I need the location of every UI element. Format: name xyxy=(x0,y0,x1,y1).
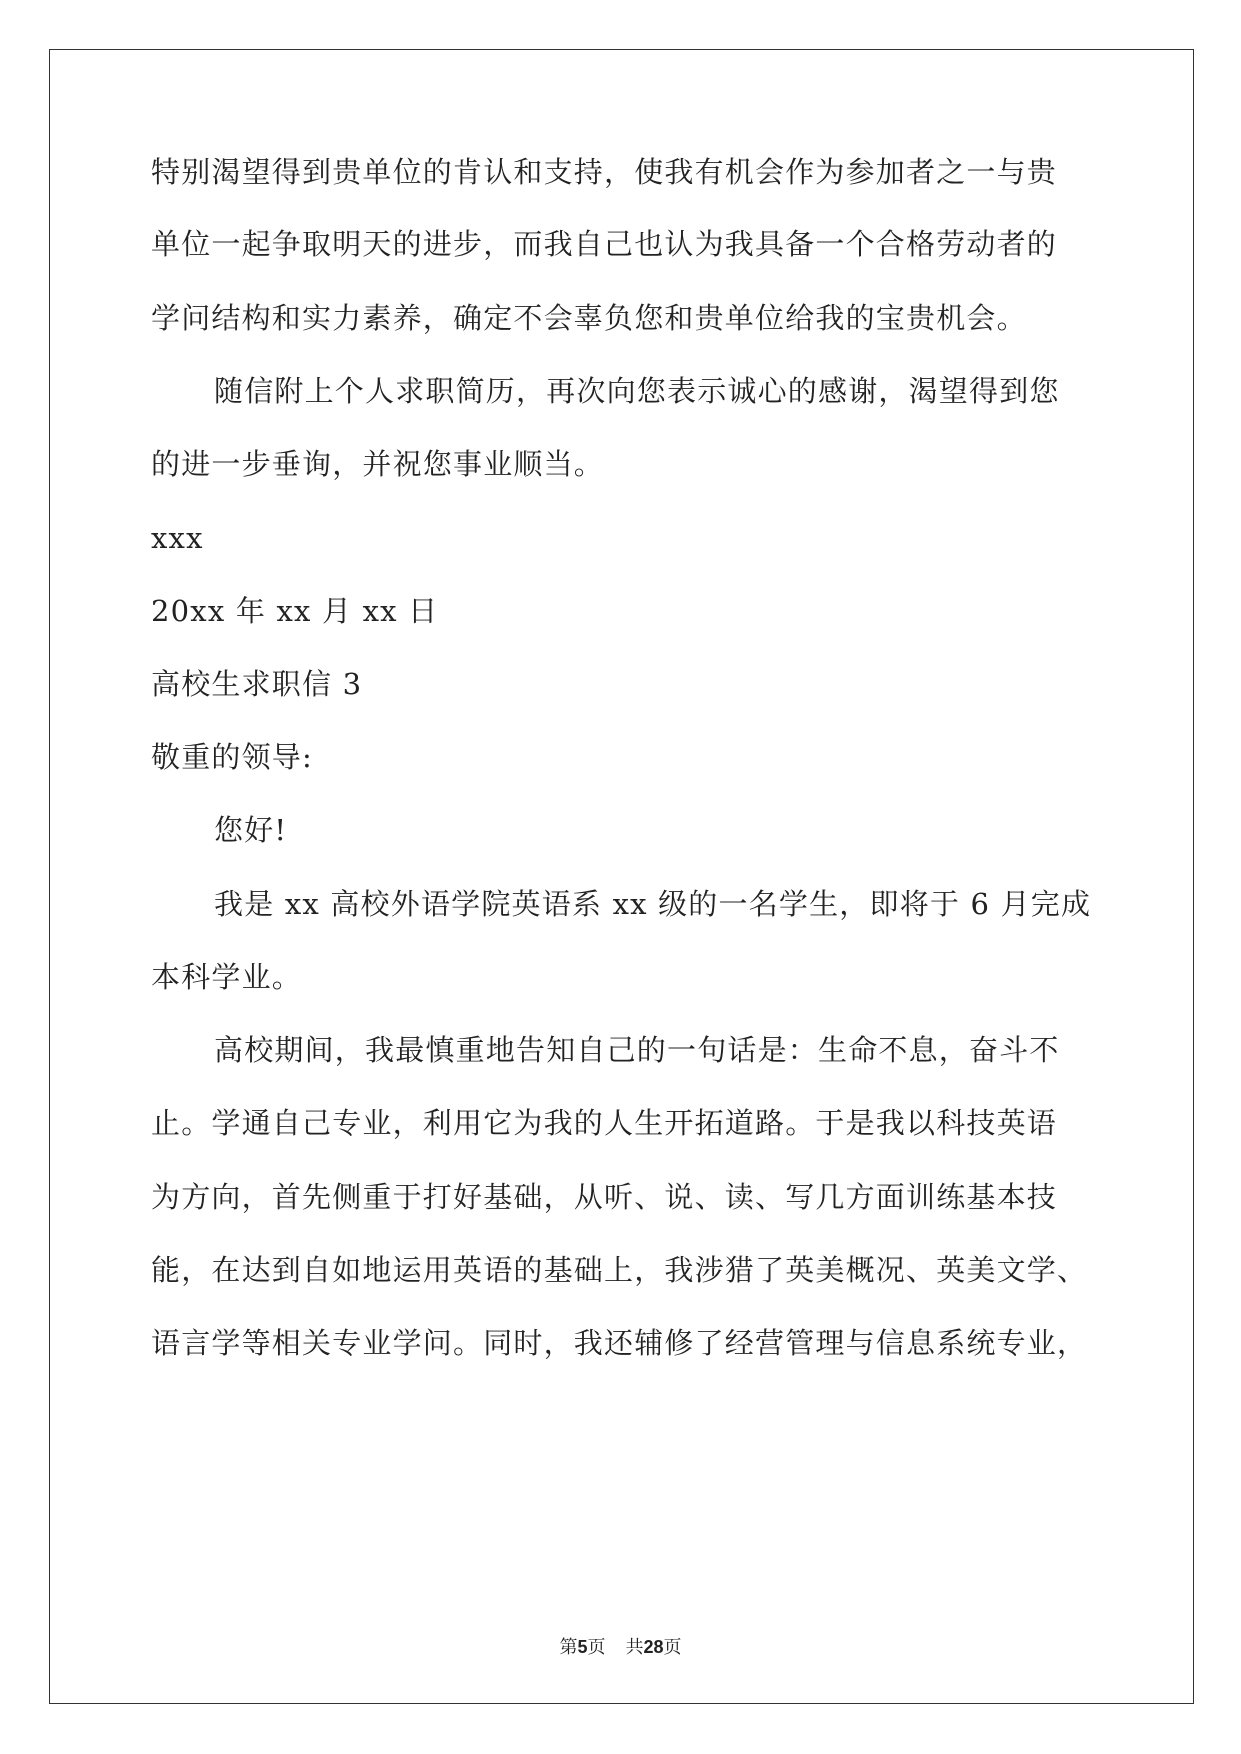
text-line: 单位一起争取明天的进步，而我自己也认为我具备一个合格劳动者的 xyxy=(151,227,1058,261)
text-line: 能，在达到自如地运用英语的基础上，我涉猎了英美概况、英美文学、 xyxy=(151,1253,1088,1287)
text-line: 为方向，首先侧重于打好基础，从听、说、读、写几方面训练基本技 xyxy=(151,1180,1058,1214)
text-line: 本科学业。 xyxy=(151,960,303,994)
signature-name: xxx xyxy=(151,521,204,555)
total-pages: 28 xyxy=(643,1637,664,1657)
total-prefix: 共 xyxy=(625,1637,644,1658)
page-prefix: 第 xyxy=(559,1637,578,1658)
text-line: 的进一步垂询，并祝您事业顺当。 xyxy=(151,447,605,481)
page-number: 5 xyxy=(577,1637,588,1657)
greeting: 您好! xyxy=(214,813,288,847)
text-line: 随信附上个人求职简历，再次向您表示诚心的感谢，渴望得到您 xyxy=(214,374,1060,408)
text-line: 我是 xx 高校外语学院英语系 xx 级的一名学生，即将于 6 月完成 xyxy=(214,887,1092,921)
page-footer xyxy=(0,1635,1241,1660)
page-suffix: 页 xyxy=(587,1637,606,1658)
text-line: 学问结构和实力素养，确定不会辜负您和贵单位给我的宝贵机会。 xyxy=(151,301,1027,335)
text-line: 特别渴望得到贵单位的肯认和支持，使我有机会作为参加者之一与贵 xyxy=(151,155,1058,189)
section-title: 高校生求职信 3 xyxy=(151,667,363,701)
text-line: 止。学通自己专业，利用它为我的人生开拓道路。于是我以科技英语 xyxy=(151,1106,1058,1140)
text-line: 高校期间，我最慎重地告知自己的一句话是：生命不息，奋斗不 xyxy=(214,1033,1060,1067)
text-line: 语言学等相关专业学问。同时，我还辅修了经营管理与信息系统专业， xyxy=(151,1326,1088,1360)
salutation: 敬重的领导: xyxy=(151,740,313,774)
total-suffix: 页 xyxy=(663,1637,682,1658)
signature-date: 20xx 年 xx 月 xx 日 xyxy=(151,594,439,628)
